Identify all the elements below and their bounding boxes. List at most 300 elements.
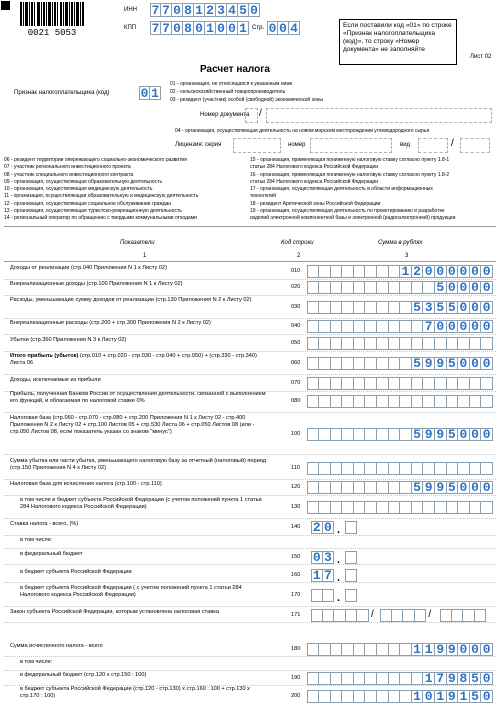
value-cell[interactable]	[307, 643, 319, 656]
value-cells[interactable]	[307, 643, 493, 656]
value-cell[interactable]: 0	[458, 320, 470, 333]
value-cell[interactable]	[412, 377, 424, 390]
value-cell[interactable]: 0	[458, 281, 470, 294]
value-cell[interactable]	[319, 337, 331, 350]
value-cell[interactable]	[365, 428, 377, 441]
value-cell[interactable]: 0	[481, 281, 493, 294]
value-cell[interactable]	[345, 589, 357, 602]
value-cell[interactable]: 1	[312, 568, 321, 583]
value-cell[interactable]	[307, 481, 319, 494]
char-cell[interactable]: 8	[183, 3, 194, 17]
value-cell[interactable]: 9	[423, 481, 435, 494]
value-cell[interactable]	[377, 265, 389, 278]
value-cells[interactable]	[307, 690, 493, 703]
license-series-field[interactable]	[233, 138, 281, 153]
value-cell[interactable]	[377, 690, 389, 703]
value-cell[interactable]	[319, 377, 331, 390]
value-cell[interactable]: 0	[435, 265, 447, 278]
value-cell[interactable]	[400, 672, 412, 685]
value-cell[interactable]: 0	[458, 357, 470, 370]
value-cell[interactable]	[400, 481, 412, 494]
value-cell[interactable]	[481, 395, 493, 408]
value-cell[interactable]	[342, 395, 354, 408]
value-cell[interactable]: 0	[435, 320, 447, 333]
value-cells[interactable]	[307, 337, 493, 350]
value-cell[interactable]	[307, 301, 319, 314]
value-cell[interactable]	[435, 377, 447, 390]
value-cell[interactable]: 0	[470, 481, 482, 494]
value-cells[interactable]	[307, 672, 493, 685]
value-cells[interactable]	[307, 357, 493, 370]
value-cell[interactable]	[354, 377, 366, 390]
char-cell[interactable]: 0	[194, 21, 205, 35]
value-cell[interactable]	[365, 281, 377, 294]
value-cells[interactable]	[307, 481, 493, 494]
value-cell[interactable]	[365, 320, 377, 333]
char-cell[interactable]: 7	[161, 3, 172, 17]
value-cell[interactable]	[400, 428, 412, 441]
value-cell[interactable]	[354, 672, 366, 685]
value-cell[interactable]	[377, 377, 389, 390]
value-cells[interactable]	[345, 569, 357, 582]
value-cell[interactable]	[389, 265, 401, 278]
value-cell[interactable]	[377, 481, 389, 494]
value-cell[interactable]	[470, 337, 482, 350]
value-cell[interactable]	[365, 643, 377, 656]
value-cell[interactable]	[423, 377, 435, 390]
value-cell[interactable]	[481, 501, 493, 514]
value-cell[interactable]	[389, 377, 401, 390]
char-cell[interactable]: 7	[151, 21, 160, 36]
value-cell[interactable]: 0	[447, 281, 459, 294]
value-cell[interactable]	[389, 301, 401, 314]
value-cell[interactable]	[458, 337, 470, 350]
value-cell[interactable]: 1	[412, 643, 424, 656]
value-cell[interactable]	[342, 320, 354, 333]
value-cell[interactable]	[319, 357, 331, 370]
value-cells[interactable]	[307, 281, 493, 294]
value-cell[interactable]	[307, 428, 319, 441]
value-cell[interactable]	[435, 395, 447, 408]
value-cell[interactable]: 9	[447, 690, 459, 703]
value-cell[interactable]: 9	[423, 428, 435, 441]
value-cell[interactable]	[307, 672, 319, 685]
value-cell[interactable]	[354, 501, 366, 514]
char-cell[interactable]: 2	[205, 3, 216, 17]
char-cell[interactable]: 4	[227, 3, 238, 17]
value-cell[interactable]: 0	[470, 428, 482, 441]
value-cell[interactable]	[452, 609, 464, 622]
value-cell[interactable]	[319, 462, 331, 475]
value-cell[interactable]	[365, 690, 377, 703]
value-cell[interactable]: 0	[481, 357, 493, 370]
value-cell[interactable]	[354, 395, 366, 408]
value-cell[interactable]: 5	[412, 301, 424, 314]
value-cell[interactable]: 0	[470, 301, 482, 314]
value-cell[interactable]	[365, 357, 377, 370]
value-cell[interactable]	[389, 501, 401, 514]
value-cell[interactable]	[389, 643, 401, 656]
value-cell[interactable]: 9	[447, 672, 459, 685]
value-cell[interactable]	[354, 301, 366, 314]
value-cell[interactable]	[354, 643, 366, 656]
value-cell[interactable]	[412, 672, 424, 685]
value-cell[interactable]: 0	[481, 265, 493, 278]
value-cell[interactable]	[458, 501, 470, 514]
value-cell[interactable]	[334, 609, 346, 622]
value-cell[interactable]	[311, 609, 323, 622]
value-cell[interactable]	[415, 609, 427, 622]
char-cell[interactable]: 1	[194, 3, 205, 17]
char-cell[interactable]: 8	[183, 21, 194, 35]
value-cell[interactable]	[377, 643, 389, 656]
value-cell[interactable]: 5	[412, 481, 424, 494]
value-cell[interactable]	[389, 672, 401, 685]
value-cell[interactable]	[365, 501, 377, 514]
value-cell[interactable]	[377, 428, 389, 441]
value-cell[interactable]	[342, 357, 354, 370]
value-cell[interactable]	[365, 462, 377, 475]
value-cell[interactable]	[345, 569, 357, 582]
value-cell[interactable]	[342, 428, 354, 441]
value-cell[interactable]: 0	[423, 690, 435, 703]
value-cell[interactable]	[331, 481, 343, 494]
value-cell[interactable]	[307, 337, 319, 350]
value-cell[interactable]	[331, 265, 343, 278]
value-cell[interactable]	[470, 501, 482, 514]
value-cell[interactable]	[354, 481, 366, 494]
value-cell[interactable]	[307, 357, 319, 370]
value-cell[interactable]	[331, 301, 343, 314]
value-cell[interactable]	[365, 672, 377, 685]
value-cell[interactable]	[423, 395, 435, 408]
value-cell[interactable]	[423, 501, 435, 514]
char-cell[interactable]: 1	[205, 21, 216, 35]
value-cell[interactable]: 7	[423, 320, 435, 333]
license-number-field[interactable]	[310, 138, 392, 153]
value-cell[interactable]	[392, 609, 404, 622]
value-cell[interactable]	[389, 320, 401, 333]
value-cell[interactable]	[357, 609, 369, 622]
value-cell[interactable]	[481, 377, 493, 390]
value-cell[interactable]	[331, 320, 343, 333]
value-cell[interactable]: 0	[481, 672, 493, 685]
value-cell[interactable]	[458, 462, 470, 475]
value-cell[interactable]: 5	[435, 301, 447, 314]
value-cell[interactable]: 8	[458, 672, 470, 685]
value-cells[interactable]	[311, 589, 334, 602]
value-cell[interactable]	[331, 501, 343, 514]
value-cell[interactable]	[400, 690, 412, 703]
char-cell[interactable]: 0	[172, 21, 183, 35]
value-cell[interactable]: 0	[458, 643, 470, 656]
value-cell[interactable]: 7	[435, 672, 447, 685]
value-cell[interactable]	[481, 337, 493, 350]
value-cell[interactable]: 1	[412, 690, 424, 703]
value-cell[interactable]: 5	[470, 672, 482, 685]
value-cell[interactable]	[389, 428, 401, 441]
value-cell[interactable]	[403, 609, 415, 622]
char-cell[interactable]: 1	[238, 21, 249, 35]
value-cell[interactable]	[342, 265, 354, 278]
value-cell[interactable]	[345, 521, 357, 534]
char-cell[interactable]: 7	[151, 3, 160, 18]
value-cell[interactable]	[389, 462, 401, 475]
value-cell[interactable]	[354, 428, 366, 441]
value-cell[interactable]	[447, 462, 459, 475]
char-cell[interactable]: 5	[238, 3, 249, 17]
value-cell[interactable]	[470, 462, 482, 475]
char-cell[interactable]: 0	[172, 3, 183, 17]
value-cell[interactable]: 0	[423, 265, 435, 278]
value-cell[interactable]	[400, 337, 412, 350]
value-cell[interactable]: 0	[481, 481, 493, 494]
value-cell[interactable]	[354, 281, 366, 294]
value-cell[interactable]	[319, 395, 331, 408]
char-cell[interactable]: 4	[289, 21, 300, 35]
value-cell[interactable]	[365, 301, 377, 314]
value-cell[interactable]: 1	[458, 690, 470, 703]
value-cell[interactable]: 0	[447, 320, 459, 333]
value-cell[interactable]	[323, 609, 335, 622]
value-cell[interactable]: 3	[423, 301, 435, 314]
value-cell[interactable]	[307, 501, 319, 514]
value-cell[interactable]	[377, 501, 389, 514]
value-cell[interactable]	[447, 337, 459, 350]
value-cell[interactable]	[342, 301, 354, 314]
value-cell[interactable]: 0	[470, 265, 482, 278]
value-cell[interactable]	[331, 462, 343, 475]
value-cell[interactable]	[311, 589, 323, 602]
value-cells[interactable]	[345, 551, 357, 564]
value-cell[interactable]	[400, 395, 412, 408]
value-cells[interactable]	[307, 462, 493, 475]
value-cells[interactable]	[440, 609, 486, 622]
char-cell[interactable]: 7	[161, 21, 172, 35]
value-cell[interactable]: 5	[412, 357, 424, 370]
value-cell[interactable]: 0	[458, 301, 470, 314]
char-cell[interactable]: 1	[150, 86, 161, 100]
value-cell[interactable]: 3	[323, 551, 335, 564]
value-cell[interactable]	[389, 481, 401, 494]
value-cell[interactable]: 5	[447, 301, 459, 314]
license-type-field[interactable]	[418, 138, 448, 153]
value-cell[interactable]	[447, 395, 459, 408]
value-cell[interactable]	[377, 462, 389, 475]
value-cell[interactable]: 0	[470, 643, 482, 656]
value-cell[interactable]	[475, 609, 487, 622]
value-cell[interactable]	[365, 377, 377, 390]
value-cell[interactable]	[354, 357, 366, 370]
value-cell[interactable]: 1	[435, 690, 447, 703]
value-cell[interactable]	[342, 672, 354, 685]
value-cell[interactable]	[331, 377, 343, 390]
value-cell[interactable]: 5	[470, 690, 482, 703]
value-cell[interactable]	[412, 281, 424, 294]
value-cell[interactable]	[342, 377, 354, 390]
value-cell[interactable]	[342, 462, 354, 475]
value-cell[interactable]: 0	[481, 690, 493, 703]
value-cell[interactable]	[354, 337, 366, 350]
value-cell[interactable]	[389, 337, 401, 350]
value-cell[interactable]: 5	[412, 428, 424, 441]
value-cell[interactable]	[377, 301, 389, 314]
value-cell[interactable]	[345, 551, 357, 564]
value-cell[interactable]	[377, 395, 389, 408]
doc-number-series[interactable]	[245, 108, 258, 123]
value-cell[interactable]: 0	[447, 265, 459, 278]
value-cell[interactable]	[435, 337, 447, 350]
value-cell[interactable]	[331, 690, 343, 703]
value-cell[interactable]	[365, 395, 377, 408]
value-cell[interactable]	[319, 301, 331, 314]
value-cell[interactable]: 0	[481, 320, 493, 333]
value-cell[interactable]: 0	[470, 357, 482, 370]
value-cell[interactable]	[331, 357, 343, 370]
value-cells[interactable]	[311, 569, 334, 582]
value-cell[interactable]	[423, 337, 435, 350]
value-cell[interactable]: 1	[400, 265, 412, 278]
value-cells[interactable]	[307, 377, 493, 390]
value-cell[interactable]	[342, 690, 354, 703]
value-cell[interactable]: 5	[447, 357, 459, 370]
value-cell[interactable]	[365, 337, 377, 350]
value-cell[interactable]	[481, 462, 493, 475]
value-cell[interactable]	[319, 481, 331, 494]
value-cell[interactable]: 0	[458, 481, 470, 494]
value-cell[interactable]: 9	[423, 357, 435, 370]
value-cell[interactable]	[435, 501, 447, 514]
value-cell[interactable]	[319, 265, 331, 278]
value-cell[interactable]	[354, 265, 366, 278]
value-cell[interactable]: 9	[435, 643, 447, 656]
doc-number-field[interactable]	[266, 108, 492, 123]
value-cell[interactable]	[377, 281, 389, 294]
value-cells[interactable]	[307, 301, 493, 314]
value-cell[interactable]	[377, 672, 389, 685]
value-cell[interactable]	[319, 501, 331, 514]
value-cell[interactable]: 0	[470, 281, 482, 294]
value-cell[interactable]	[307, 320, 319, 333]
value-cell[interactable]: 7	[323, 569, 335, 582]
value-cells[interactable]	[307, 428, 493, 441]
value-cell[interactable]	[319, 690, 331, 703]
value-cell[interactable]: 2	[412, 265, 424, 278]
value-cell[interactable]	[307, 462, 319, 475]
value-cell[interactable]	[470, 377, 482, 390]
value-cell[interactable]	[440, 609, 452, 622]
value-cell[interactable]	[365, 265, 377, 278]
value-cell[interactable]	[331, 428, 343, 441]
value-cell[interactable]	[331, 337, 343, 350]
value-cell[interactable]: 0	[458, 428, 470, 441]
value-cell[interactable]	[331, 643, 343, 656]
value-cell[interactable]	[307, 690, 319, 703]
char-cell[interactable]: 0	[278, 21, 289, 35]
value-cell[interactable]	[423, 281, 435, 294]
char-cell[interactable]: 0	[249, 3, 260, 17]
value-cell[interactable]: 5	[435, 281, 447, 294]
value-cells[interactable]	[307, 265, 493, 278]
value-cell[interactable]	[365, 481, 377, 494]
value-cell[interactable]: 5	[447, 481, 459, 494]
value-cell[interactable]: 9	[447, 643, 459, 656]
value-cells[interactable]	[311, 521, 334, 534]
value-cell[interactable]	[389, 395, 401, 408]
value-cell[interactable]	[435, 462, 447, 475]
value-cell[interactable]: 1	[423, 672, 435, 685]
value-cell[interactable]	[412, 501, 424, 514]
value-cell[interactable]	[389, 357, 401, 370]
value-cell[interactable]: 2	[312, 520, 321, 535]
value-cell[interactable]	[307, 395, 319, 408]
value-cell[interactable]	[463, 609, 475, 622]
value-cell[interactable]: 0	[458, 265, 470, 278]
char-cell[interactable]: 0	[227, 21, 238, 35]
value-cells[interactable]	[380, 609, 426, 622]
license-type-field-2[interactable]	[460, 138, 490, 153]
value-cell[interactable]	[400, 281, 412, 294]
value-cells[interactable]	[345, 589, 357, 602]
value-cell[interactable]	[319, 672, 331, 685]
char-cell[interactable]: 0	[268, 21, 277, 36]
value-cell[interactable]	[400, 357, 412, 370]
value-cell[interactable]: 0	[481, 643, 493, 656]
value-cell[interactable]	[380, 609, 392, 622]
value-cell[interactable]	[342, 501, 354, 514]
value-cell[interactable]	[319, 281, 331, 294]
value-cell[interactable]	[400, 301, 412, 314]
value-cell[interactable]	[400, 501, 412, 514]
value-cell[interactable]	[447, 501, 459, 514]
value-cell[interactable]	[412, 462, 424, 475]
value-cell[interactable]: 5	[447, 428, 459, 441]
value-cell[interactable]	[458, 377, 470, 390]
value-cell[interactable]: 1	[423, 643, 435, 656]
value-cell[interactable]: 0	[323, 521, 335, 534]
value-cell[interactable]: 9	[435, 428, 447, 441]
value-cell[interactable]	[377, 337, 389, 350]
value-cell[interactable]	[354, 320, 366, 333]
value-cell[interactable]	[400, 462, 412, 475]
value-cell[interactable]	[319, 320, 331, 333]
value-cells[interactable]	[307, 320, 493, 333]
value-cell[interactable]: 0	[481, 428, 493, 441]
value-cell[interactable]	[307, 377, 319, 390]
value-cell[interactable]	[346, 609, 358, 622]
value-cell[interactable]	[412, 395, 424, 408]
value-cells[interactable]	[311, 609, 369, 622]
value-cell[interactable]	[412, 320, 424, 333]
value-cell[interactable]	[342, 281, 354, 294]
value-cell[interactable]	[412, 337, 424, 350]
char-cell[interactable]: 3	[216, 3, 227, 17]
value-cell[interactable]	[389, 281, 401, 294]
char-cell[interactable]: 0	[140, 86, 149, 101]
value-cell[interactable]	[319, 643, 331, 656]
value-cell[interactable]	[377, 320, 389, 333]
value-cell[interactable]	[447, 377, 459, 390]
value-cell[interactable]: 0	[470, 320, 482, 333]
value-cell[interactable]	[377, 357, 389, 370]
value-cells[interactable]	[307, 395, 493, 408]
value-cell[interactable]	[354, 690, 366, 703]
value-cell[interactable]	[331, 395, 343, 408]
value-cell[interactable]: 9	[435, 481, 447, 494]
value-cell[interactable]	[342, 337, 354, 350]
value-cell[interactable]	[470, 395, 482, 408]
value-cell[interactable]	[323, 589, 335, 602]
